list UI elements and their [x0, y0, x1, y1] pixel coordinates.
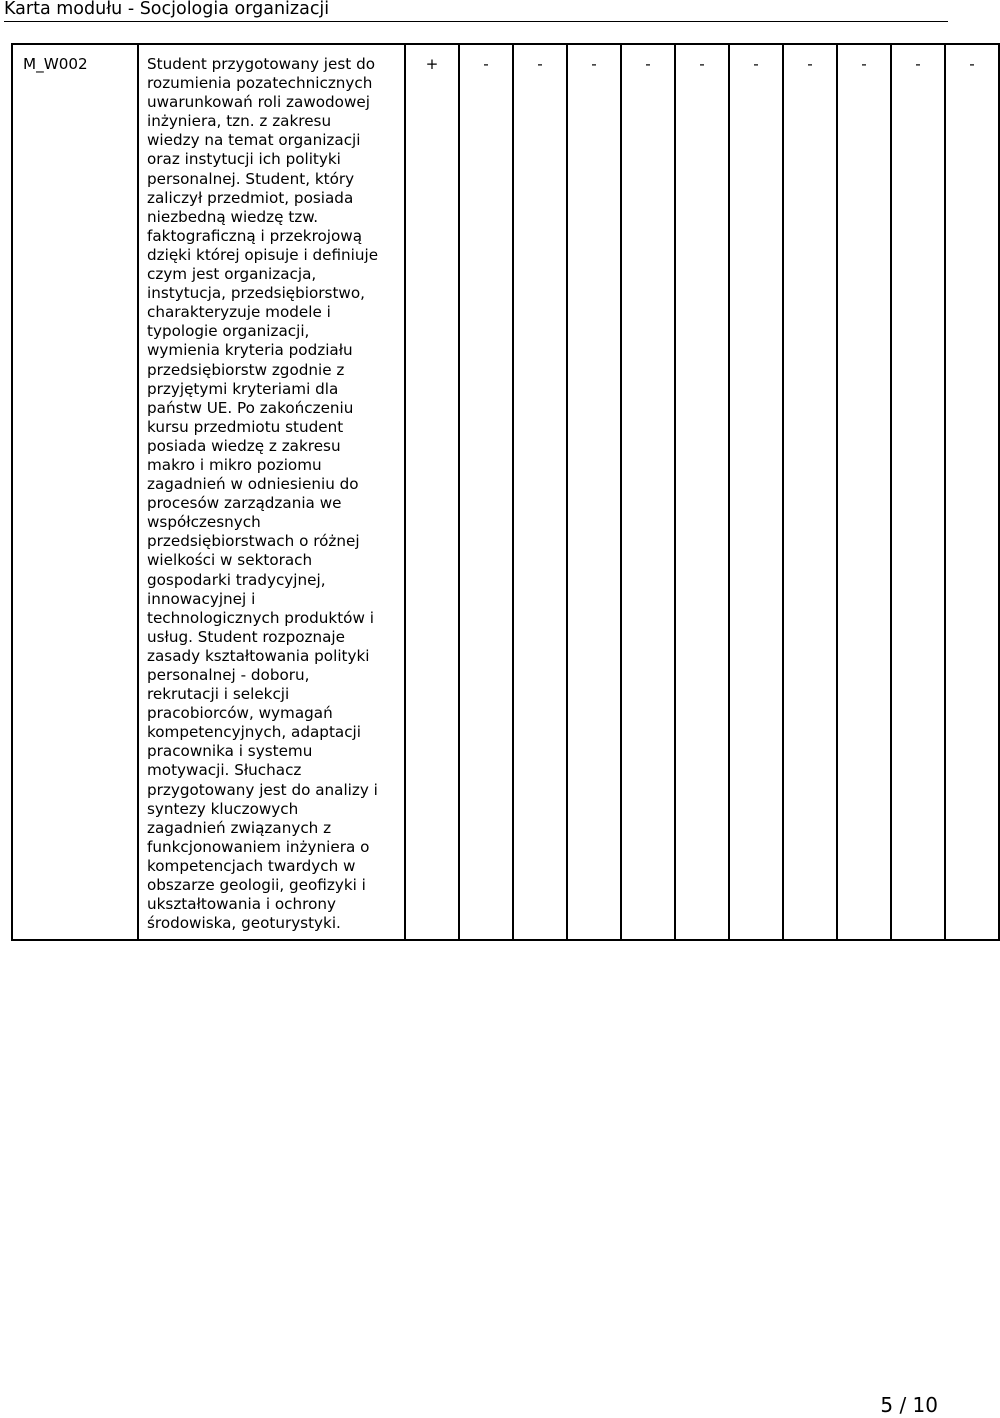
- description-line: przedsiębiorstwach o różnej: [147, 532, 360, 551]
- description-line: kompetencjach twardych w: [147, 856, 356, 875]
- mark: -: [753, 55, 759, 73]
- description-line: innowacyjnej i: [147, 589, 256, 608]
- outcome-description: [147, 55, 393, 933]
- description-line: usług. Student rozpoznaje: [147, 627, 345, 646]
- mark-cell-9: [837, 44, 891, 940]
- description-line: faktograficzną i przekrojową: [147, 226, 363, 245]
- description-line: motywacji. Słuchacz: [147, 761, 302, 780]
- description-line: współczesnych: [147, 513, 261, 532]
- description-line: syntezy kluczowych: [147, 799, 299, 818]
- mark-cell-7: [729, 44, 783, 940]
- description-line: gospodarki tradycyjnej,: [147, 570, 326, 589]
- description-line: środowiska, geoturystyki.: [147, 914, 341, 933]
- outcome-description-cell: [138, 44, 405, 940]
- description-line: czym jest organizacja,: [147, 265, 317, 284]
- description-line: kursu przedmiotu student: [147, 417, 344, 436]
- outcome-code: M_W002: [23, 55, 88, 73]
- description-line: wielkości w sektorach: [147, 551, 313, 570]
- description-line: makro i mikro poziomu: [147, 455, 322, 474]
- description-line: charakteryzuje modele i: [147, 303, 331, 322]
- mark-cell-5: [621, 44, 675, 940]
- description-line: pracownika i systemu: [147, 742, 313, 761]
- description-line: zaliczył przedmiot, posiada: [147, 188, 354, 207]
- description-line: obszarze geologii, geofizyki i: [147, 876, 366, 895]
- outcome-code-cell: [12, 44, 138, 940]
- description-line: kompetencyjnych, adaptacji: [147, 723, 361, 742]
- page-number: 5 / 10: [880, 1393, 938, 1417]
- description-line: personalnej. Student, który: [147, 169, 355, 188]
- mark: +: [425, 55, 439, 73]
- mark: -: [699, 55, 705, 73]
- mark: -: [861, 55, 867, 73]
- mark: -: [915, 55, 921, 73]
- page-header: [4, 0, 948, 22]
- description-line: funkcjonowaniem inżyniera o: [147, 837, 370, 856]
- mark-cell-2: [459, 44, 513, 940]
- description-line: personalnej - doboru,: [147, 666, 310, 684]
- mark: -: [591, 55, 597, 73]
- description-line: instytucja, przedsiębiorstwo,: [147, 284, 365, 303]
- mark-cell-4: [567, 44, 621, 940]
- mark: -: [645, 55, 651, 73]
- mark: -: [537, 55, 543, 73]
- description-line: wymienia kryteria podziału: [147, 341, 353, 360]
- description-line: rekrutacji i selekcji: [147, 685, 290, 704]
- description-line: zagadnień w odniesieniu do: [147, 475, 359, 494]
- description-line: oraz instytucji ich polityki: [147, 150, 341, 169]
- page-title: Karta modułu - Socjologia organizacji: [4, 0, 330, 19]
- learning-outcomes-table: [11, 43, 1000, 941]
- description-line: zasady kształtowania polityki: [147, 646, 370, 665]
- description-line: pracobiorców, wymagań: [147, 704, 333, 723]
- mark-cell-1: [405, 44, 459, 940]
- description-line: technologicznych produktów i: [147, 608, 374, 627]
- description-line: procesów zarządzania we: [147, 494, 342, 513]
- mark: -: [969, 55, 975, 73]
- description-line: zagadnień związanych z: [147, 818, 332, 837]
- description-line: wiedzy na temat organizacji: [147, 131, 361, 150]
- description-line: inżyniera, tzn. z zakresu: [147, 112, 332, 131]
- description-line: państw UE. Po zakończeniu: [147, 398, 354, 417]
- description-line: typologie organizacji,: [147, 322, 310, 341]
- mark-cell-11: [945, 44, 999, 940]
- table-row: [12, 44, 999, 940]
- mark-cell-3: [513, 44, 567, 940]
- description-line: Student przygotowany jest do: [147, 55, 375, 73]
- description-line: posiada wiedzę z zakresu: [147, 436, 341, 455]
- mark: -: [807, 55, 813, 73]
- mark-cell-10: [891, 44, 945, 940]
- description-line: przyjętymi kryteriami dla: [147, 379, 339, 398]
- description-line: przedsiębiorstw zgodnie z: [147, 360, 345, 379]
- mark-cell-8: [783, 44, 837, 940]
- description-line: uwarunkowań roli zawodowej: [147, 93, 370, 112]
- description-line: rozumienia pozatechnicznych: [147, 74, 373, 93]
- description-line: dzięki której opisuje i definiuje: [147, 245, 379, 264]
- description-line: ukształtowania i ochrony: [147, 895, 336, 914]
- description-line: niezbedną wiedzę tzw.: [147, 207, 319, 226]
- mark-cell-6: [675, 44, 729, 940]
- description-line: przygotowany jest do analizy i: [147, 780, 378, 799]
- mark: -: [483, 55, 489, 73]
